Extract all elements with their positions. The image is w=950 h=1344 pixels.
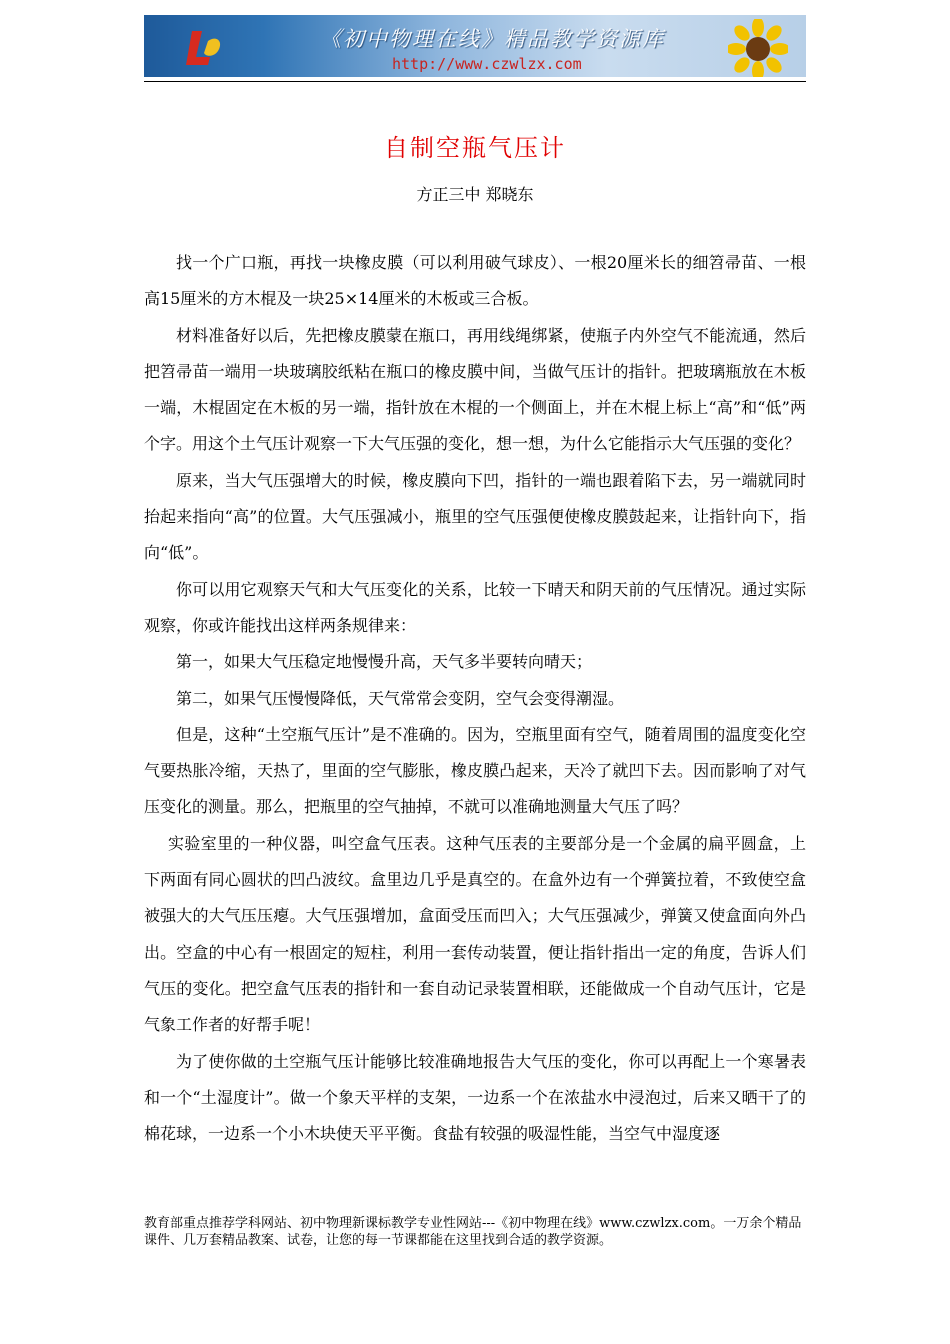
document-title: 自制空瓶气压计 [384, 134, 566, 162]
site-logo-icon [184, 27, 226, 69]
paragraph: 原来，当大气压强增大的时候，橡皮膜向下凹，指针的一端也跟着陷下去，另一端就同时抬起来指向“高”的位置。大气压强减小，瓶里的空气压强便使橡皮膜鼓起来，让指针向下，指向“低”。 [144, 470, 806, 563]
banner-title: 《初中物理在线》精品教学资源库 [320, 27, 665, 51]
document-body [144, 245, 806, 1152]
header-divider [144, 81, 806, 82]
header-banner [144, 15, 806, 77]
paragraph: 实验室里的一种仪器，叫空盒气压表。这种气压表的主要部分是一个金属的扁平圆盒，上下两面有同心圆状的凹凸波纹。盒里边几乎是真空的。在盒外边有一个弹簧拉着，不致使空盒被强大的大气压压瘪。大气压强增加，盒面受压而凹入；大气压强减少，弹簧又使盒面向外凸出。空盒的中心有一根固定的短柱，利用一套传动装置，便让指针指出一定的角度，告诉人们气压的变化。把空盒气压表的指针和一套自动记录装置相联，还能做成一个自动气压计，它是气象工作者的好帮手呢！ [144, 833, 806, 1035]
author-line: 方正三中 郑晓东 [416, 185, 534, 204]
paragraph: 材料准备好以后，先把橡皮膜蒙在瓶口，再用线绳绑紧，使瓶子内外空气不能流通，然后把笤帚苗一端用一块玻璃胶纸粘在瓶口的橡皮膜中间，当做气压计的指针。把玻璃瓶放在木板一端，木棍固定在木板的另一端，指针放在木棍的一个侧面上，并在木棍上标上“高”和“低”两个字。用这个土气压计观察一下大气压强的变化，想一想，为什么它能指示大气压强的变化？ [144, 325, 806, 454]
page-footer: 教育部重点推荐学科网站、初中物理新课标教学专业性网站---《初中物理在线》www.czwlzx.com。一万余个精品课件、几万套精品教案、试卷，让您的每一节课都能在这里找到合适的教学资源。 [144, 1216, 802, 1248]
paragraph: 第二，如果气压慢慢降低，天气常常会变阴，空气会变得潮湿。 [176, 688, 625, 708]
paragraph: 为了使你做的土空瓶气压计能够比较准确地报告大气压的变化，你可以再配上一个寒暑表和一个“土湿度计”。做一个象天平样的支架，一边系一个在浓盐水中浸泡过，后来又晒干了的棉花球，一边系一个小木块使天平平衡。食盐有较强的吸湿性能，当空气中湿度逐 [144, 1051, 806, 1144]
paragraph: 第一，如果大气压稳定地慢慢升高，天气多半要转向晴天； [176, 652, 593, 672]
paragraph: 找一个广口瓶，再找一块橡皮膜（可以利用破气球皮）、一根20厘米长的细笤帚苗、一根高15厘米的方木棍及一块25×14厘米的木板或三合板。 [144, 253, 806, 309]
sunflower-image [728, 19, 788, 77]
banner-url: http://www.czwlzx.com [392, 55, 582, 73]
paragraph: 但是，这种“土空瓶气压计”是不准确的。因为，空瓶里面有空气，随着周围的温度变化空气要热胀冷缩，天热了，里面的空气膨胀，橡皮膜凸起来，天冷了就凹下去。因而影响了对气压变化的测量。那么，把瓶里的空气抽掉，不就可以准确地测量大气压了吗？ [144, 724, 806, 817]
paragraph: 你可以用它观察天气和大气压变化的关系，比较一下晴天和阴天前的气压情况。通过实际观察，你或许能找出这样两条规律来： [144, 579, 806, 635]
